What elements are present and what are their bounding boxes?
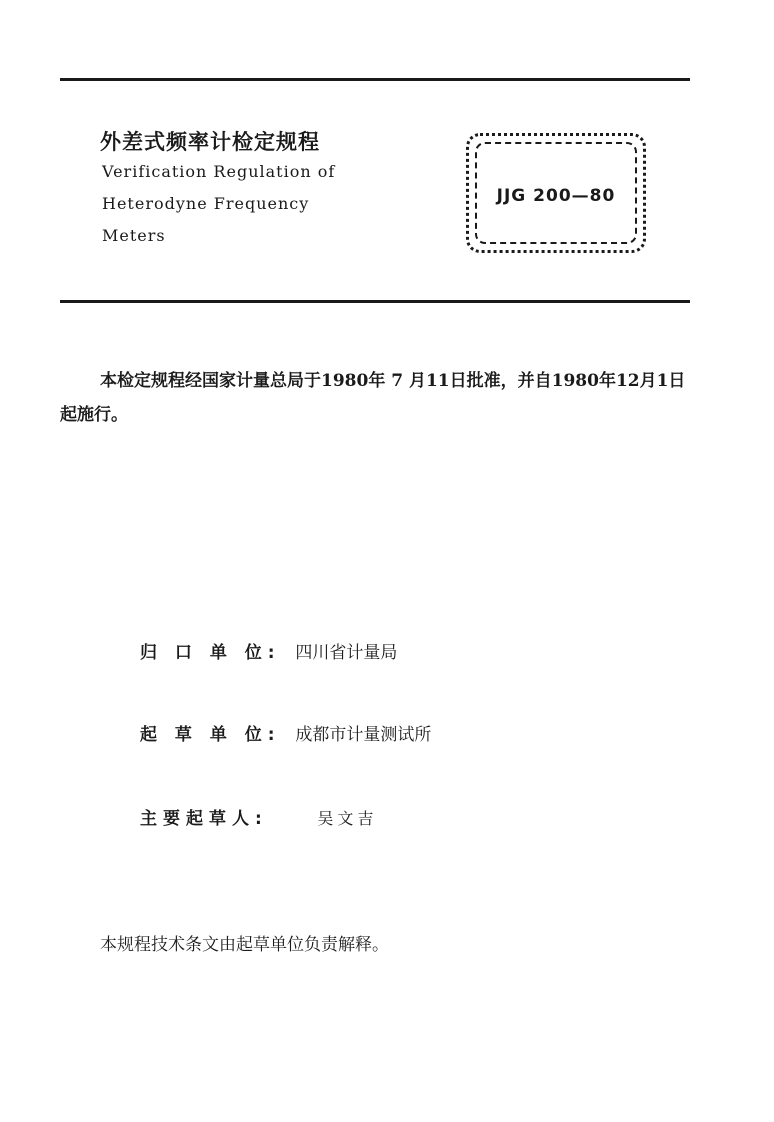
regulation-code: JJG 200—80 <box>496 186 616 206</box>
interpretation-note: 本规程技术条文由起草单位负责解释。 <box>100 935 389 955</box>
info-label: 起 草 单 位: <box>140 725 281 745</box>
info-row-main-drafter <box>140 804 377 829</box>
info-row-drafting-unit <box>140 720 431 745</box>
info-value: 四川省计量局 <box>295 643 398 663</box>
info-row-responsible-unit <box>140 638 397 663</box>
info-label: 主要起草人: <box>140 809 268 829</box>
info-value: 成都市计量测试所 <box>295 725 432 745</box>
approval-statement: 本检定规程经国家计量总局于1980年 7 月11日批准，并自1980年12月1日起施行。 <box>60 371 686 425</box>
info-value: 吴文吉 <box>317 809 378 828</box>
document-title-english-line-2: Heterodyne Frequency <box>102 194 310 213</box>
top-rule <box>60 78 690 81</box>
document-title-chinese: 外差式频率计检定规程 <box>100 130 320 154</box>
regulation-code-frame <box>466 133 646 253</box>
bottom-rule <box>60 300 690 303</box>
info-label: 归 口 单 位: <box>140 643 281 663</box>
document-title-english-line-1: Verification Regulation of <box>102 162 336 181</box>
document-title-english-line-3: Meters <box>102 226 166 245</box>
